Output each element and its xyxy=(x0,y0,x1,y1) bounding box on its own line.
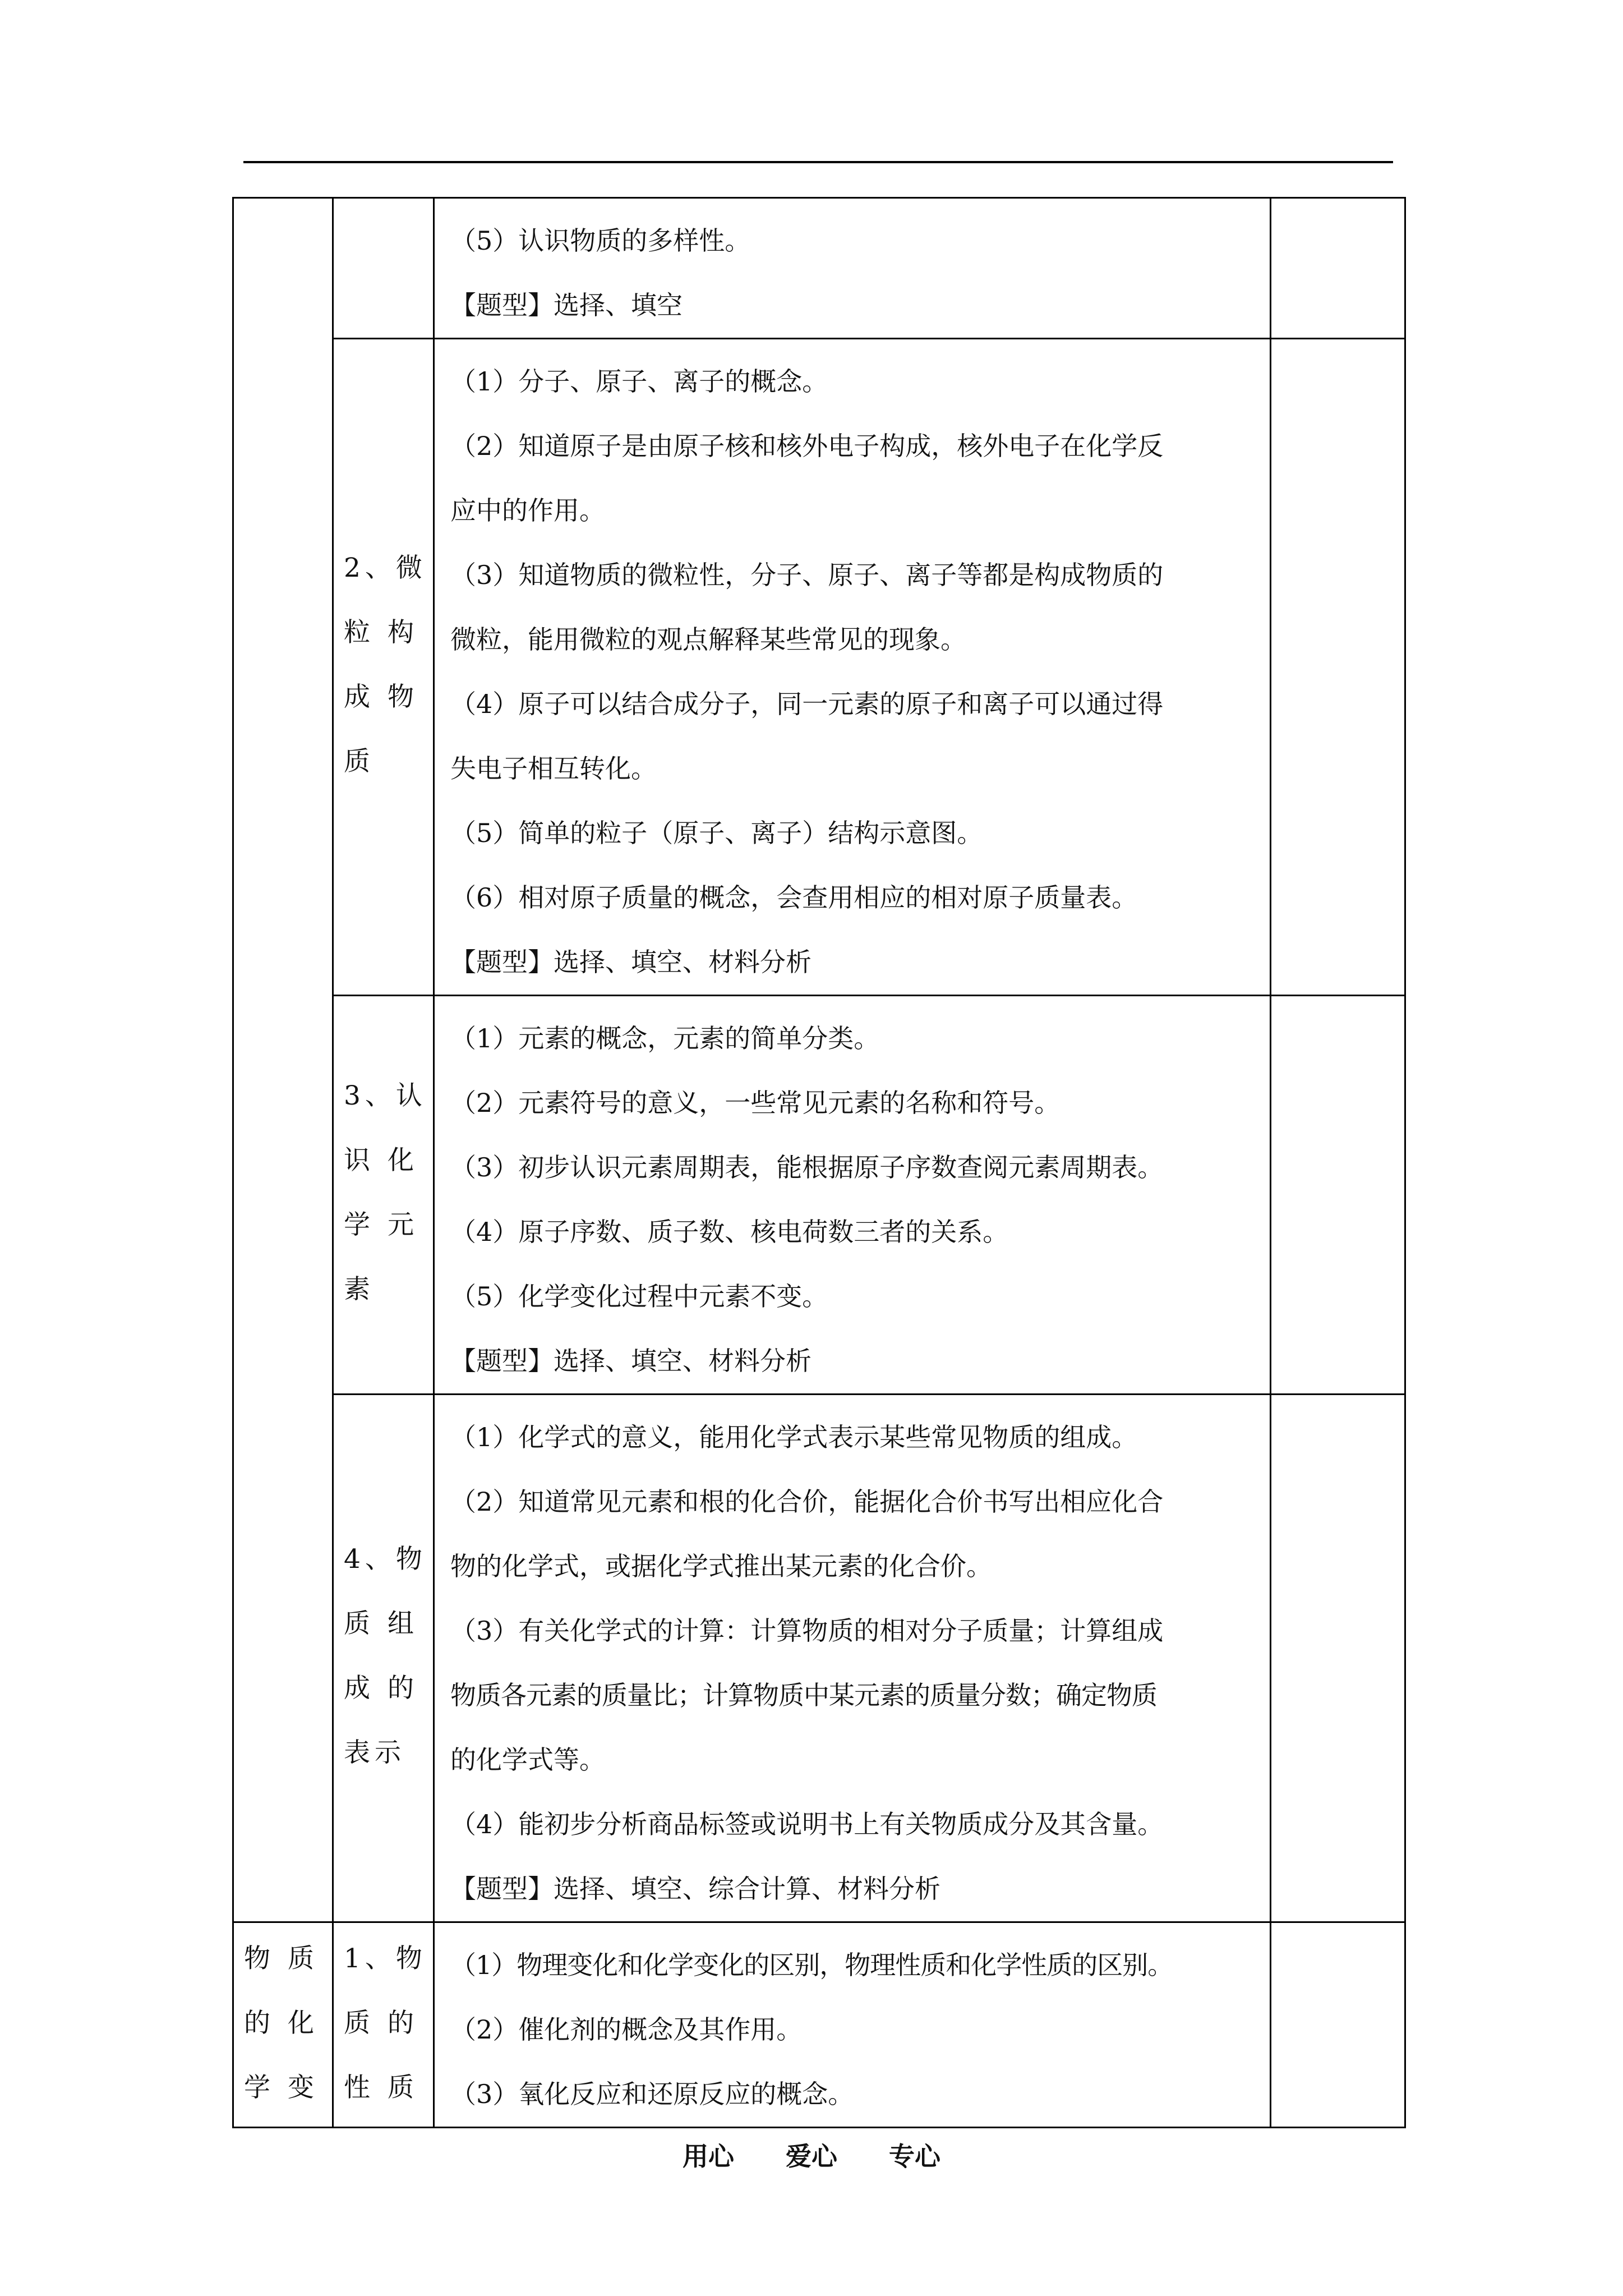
syllabus-table xyxy=(232,197,1406,2128)
content-cell xyxy=(434,996,1271,1395)
category-label-line: 学 变 xyxy=(244,2072,319,2103)
remarks-cell xyxy=(1271,996,1405,1395)
content-cell xyxy=(434,339,1271,996)
topic-label-line: 3、认 xyxy=(344,1080,427,1111)
content-line: （3）有关化学式的计算：计算物质的相对分子质量；计算组成 xyxy=(450,1616,1164,1646)
table-row xyxy=(233,1395,1405,1922)
topic-label-line: 质 xyxy=(344,746,375,777)
footer-word: 用心 xyxy=(682,2141,734,2171)
content-line: （3）初步认识元素周期表，能根据原子序数查阅元素周期表。 xyxy=(450,1152,1164,1182)
content-line: 失电子相互转化。 xyxy=(450,753,657,784)
content-line: 【题型】选择、填空 xyxy=(450,290,683,320)
topic-label-line: 性 质 xyxy=(344,2072,418,2103)
content-line: （1）元素的概念，元素的简单分类。 xyxy=(450,1023,880,1053)
header-rule xyxy=(243,161,1393,163)
content-line: （5）化学变化过程中元素不变。 xyxy=(450,1281,828,1312)
table-row xyxy=(233,1922,1405,2128)
topic-cell xyxy=(333,339,434,996)
content-line: （5）简单的粒子（原子、离子）结构示意图。 xyxy=(450,818,983,848)
content-line: 【题型】选择、填空、综合计算、材料分析 xyxy=(450,1874,940,1904)
content-line: （4）原子可以结合成分子，同一元素的原子和离子可以通过得 xyxy=(450,689,1164,719)
topic-label-line: 素 xyxy=(344,1274,375,1305)
footer-word: 爱心 xyxy=(786,2141,837,2171)
topic-label-line: 成 的 xyxy=(344,1673,418,1704)
category-label-line: 的 化 xyxy=(244,2008,319,2039)
content-line: 物质各元素的质量比；计算物质中某元素的质量分数；确定物质 xyxy=(450,1680,1157,1710)
topic-cell xyxy=(333,996,434,1395)
topic-cell xyxy=(333,198,434,339)
topic-label-line: 识 化 xyxy=(344,1145,418,1176)
category-cell xyxy=(233,1922,333,2128)
content-line: （2）催化剂的概念及其作用。 xyxy=(450,2014,803,2045)
content-line: （4）原子序数、质子数、核电荷数三者的关系。 xyxy=(450,1217,1009,1247)
category-label-line: 物 质 xyxy=(244,1943,319,1974)
content-line: 应中的作用。 xyxy=(450,495,605,526)
page-footer xyxy=(0,2136,1623,2173)
topic-cell xyxy=(333,1922,434,2128)
content-line: （6）相对原子质量的概念，会查用相应的相对原子质量表。 xyxy=(450,882,1138,913)
category-cell xyxy=(233,198,333,1922)
content-cell xyxy=(434,198,1271,339)
remarks-cell xyxy=(1271,339,1405,996)
topic-label-line: 质 的 xyxy=(344,2008,418,2039)
content-line: （1）物理变化和化学变化的区别，物理性质和化学性质的区别。 xyxy=(450,1950,1173,1980)
content-line: 的化学式等。 xyxy=(450,1745,605,1775)
content-line: 【题型】选择、填空、材料分析 xyxy=(450,947,811,977)
topic-label-line: 4、物 xyxy=(344,1544,427,1575)
content-line: （2）知道原子是由原子核和核外电子构成，核外电子在化学反 xyxy=(450,431,1164,461)
topic-label-line: 表示 xyxy=(344,1737,405,1768)
footer-word: 专心 xyxy=(889,2141,941,2171)
content-line: （3）知道物质的微粒性，分子、原子、离子等都是构成物质的 xyxy=(450,560,1164,590)
table-row xyxy=(233,198,1405,339)
topic-label-line: 2、微 xyxy=(344,553,427,583)
remarks-cell xyxy=(1271,1395,1405,1922)
content-line: （1）分子、原子、离子的概念。 xyxy=(450,366,828,397)
content-line: 【题型】选择、填空、材料分析 xyxy=(450,1346,811,1376)
topic-label-line: 粒 构 xyxy=(344,617,418,648)
topic-cell xyxy=(333,1395,434,1922)
content-line: 微粒，能用微粒的观点解释某些常见的现象。 xyxy=(450,624,966,655)
content-line: 物的化学式，或据化学式推出某元素的化合价。 xyxy=(450,1551,992,1581)
content-line: （5）认识物质的多样性。 xyxy=(450,226,751,256)
table-row xyxy=(233,339,1405,996)
topic-label-line: 1、物 xyxy=(344,1943,427,1974)
topic-label-line: 质 组 xyxy=(344,1608,418,1639)
content-line: （2）元素符号的意义，一些常见元素的名称和符号。 xyxy=(450,1088,1061,1118)
content-cell xyxy=(434,1922,1271,2128)
content-line: （1）化学式的意义，能用化学式表示某些常见物质的组成。 xyxy=(450,1422,1138,1452)
content-cell xyxy=(434,1395,1271,1922)
remarks-cell xyxy=(1271,198,1405,339)
remarks-cell xyxy=(1271,1922,1405,2128)
content-line: （2）知道常见元素和根的化合价，能据化合价书写出相应化合 xyxy=(450,1487,1164,1517)
topic-label-line: 成 物 xyxy=(344,682,418,712)
topic-label-line: 学 元 xyxy=(344,1209,418,1240)
table-row xyxy=(233,996,1405,1395)
content-line: （3）氧化反应和还原反应的概念。 xyxy=(450,2079,854,2109)
content-line: （4）能初步分析商品标签或说明书上有关物质成分及其含量。 xyxy=(450,1809,1164,1839)
